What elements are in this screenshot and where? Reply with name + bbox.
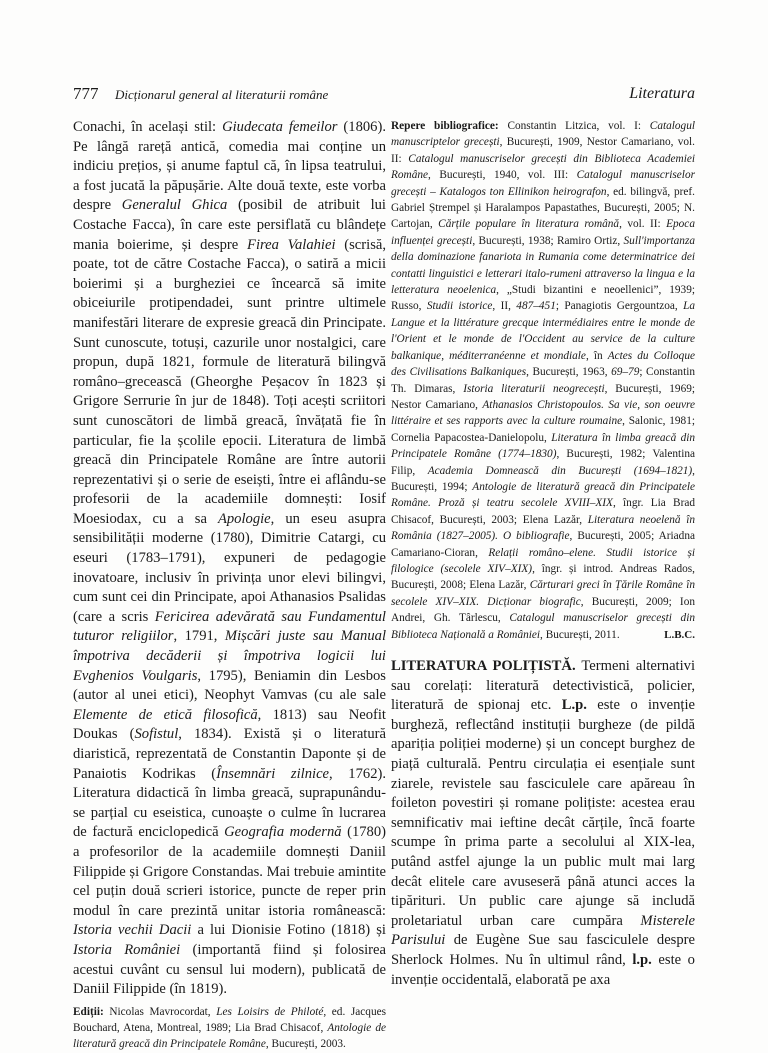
section-title: Literatura	[629, 85, 695, 102]
editions-note: Ediții: Nicolas Mavrocordat, Les Loisirs de Philoté, ed. Jacques Bouchard, Atena, Montreal, 1989; Lia Brad Chisacof, Antologie de literatură greacă din Principatele Române, București, 2003.	[73, 1005, 386, 1051]
page-header	[73, 84, 695, 106]
page-number: 777	[73, 84, 99, 103]
right-column	[391, 118, 695, 990]
left-column	[73, 118, 386, 1053]
entry-headword: LITERATURA POLIȚISTĂ.	[391, 658, 576, 674]
author-signature: L.B.C.	[664, 628, 695, 641]
running-title: Dicționarul general al literaturii române	[115, 87, 329, 102]
bibliography: Repere bibliografice: Constantin Litzica, vol. I: Catalogul manuscriptelor grecești, București, 1909, Nestor Camariano, vol. II: Catalogul manuscriselor grecești din Biblioteca Academiei Române, București, 1940, vol. III: Catalogul manuscriselor grecești – Katalogos ton Ellinikon heirografon, ed. bilingvă, pref. Gabriel Ștrempel și Haralampos Papastathes, București, 2005; N. Cartojan, Cărțile populare în literatura română, vol. II: Epoca influenței grecești, București, 1938; Ramiro Ortiz, Sull'importanza della dominazione fanariota in Rumania come determinatrice dei contatti linguistici e letterari italo-rumeni attraverso la lingua e la letteratura neoelenica, „Studi bizantini e neoellenici”, 1939; Russo, Studii istorice, II, 487–451; Panagiotis Gergountzoa, La Langue et la littérature grecque intermédiaires entre le monde de l'Orient et le monde de l'Occident au service de la culture balkanique, méditerranéenne et mondiale, în Actes du Colloque des Civilisations Balkaniques, București, 1963, 69–79; Constantin Th. Dimaras, Istoria literaturii neogrecești, București, 1969; Nestor Camariano, Athanasios Christopoulos. Sa vie, son oeuvre littéraire et ses rapports avec la culture roumaine, Salonic, 1981; Cornelia Papacostea-Danielopolu, Literatura în limba greacă din Principatele Române (1774–1830), București, 1982; Valentina Filip, Academia Domnească din București (1694–1821), București, 1994; Antologie de literatură greacă din Principatele Române. Proză și teatru secolele XVIII–XIX, îngr. Lia Brad Chisacof, București, 2003; Elena Lazăr, Literatura neoelenă în România (1827–2005). O bibliografie, București, 2005; Ariadna Camariano-Cioran, Relații româno–elene. Studii istorice și filologice (secolele XIV–XIX), îngr. și introd. Andreas Rados, București, 2008; Elena Lazăr, Cărturari greci în Țările Române în secolele XIV–XIX. Dicționar biografic, București, 2009; Ion Andrei, Gh. Târlescu, Catalogul manuscriselor grecești din Biblioteca Națională a României, București, 2011. L.B.C.	[391, 118, 695, 643]
entry-literatura-politista: LITERATURA POLIȚISTĂ. Termeni alternativi sau corelați: literatură detectivistică, policier, literatură de spionaj etc. L.p. este o invenție burgheză, reflectând instituții burgheze (de pildă apariția poliției moderne) și un concept burghez de piață culturală. Pentru circulația ei esențiale sunt ziarele, revistele sau fasciculele care apăreau în foileton povestiri și romane polițiste: acestea erau semnificativ mai ieftine decât cărțile, încă foarte scumpe în prima parte a secolului al XIX-lea, putând astfel ajunge la un public mult mai larg decât elitele care avuseseră până atunci acces la tipărituri. Un public care ajunge să includă proletariatul urban care cumpăra Misterele Parisului de Eugène Sue sau fasciculele despre Sherlock Holmes. Nu în ultimul rând, l.p. este o invenție occidentală, elaborată pe axa	[391, 658, 696, 988]
body-paragraph: Conachi, în același stil: Giudecata femeilor (1806). Pe lângă rareță antică, comedia mai conține un indiciu prețios, și anume faptul că, în lipsa teatrului, a fost jucată la păpușărie. Alte două texte, este vorba despre Generalul Ghica (posibil de atribuit lui Costache Facca), în care este persiflată cu blândețe mania boierime, și despre Firea Valahiei (scrisă, poate, tot de către Costache Facca), o satiră a micii boierimi și a burgheziei ce încearcă să imite obiceiurile protipendadei, sunt printre ultimele manifestări literare de expresie greacă din Principate. Sunt cunoscute, totuși, cazurile unor nostalgici, care propun, după 1821, formule de literatură bilingvă româno–grecească (Gheorghe Peșacov în 1823 și Grigore Serrurie în jur de 1848). Toți acești scriitori sunt cunoscători de limbă greacă, învățată fie în particular, fie la școlile epocii. Literatura de limbă greacă din Principatele Române are între autorii reprezentativi și o serie de eseiști, între ei aflându-se profesorii de la academiile domnești: Iosif Moesiodax, cu a sa Apologie, un eseu asupra sensibilității moderne (1780), Dimitrie Catargi, cu eseuri (1783–1791), expuneri de pedagogie inovatoare, inclusiv în privința unor elevi bilingvi, cum sunt cei din Principate, apoi Athanasios Psalidas (care a scris Fericirea adevărată sau Fundamentul tuturor religiilor, 1791, Mișcări juste sau Manual împotriva decăderii și împotriva logicii lui Evghenios Voulgaris, 1795), Beniamin din Lesbos (autor al unei etici), Neophyt Vamvas (cu ale sale Elemente de etică filosofică, 1813) sau Neofit Doukas (Sofistul, 1834). Există și o literatură diaristică, reprezentată de Constantin Daponte și de Panaiotis Kodrikas (Însemnări zilnice, 1762). Literatura didactică în limba greacă, suprapunându-se parțial cu eseistica, cunoaște o culme în lucrarea de factură enciclopedică Geografia modernă (1780) a profesorilor de la academiile domnești Daniil Filippide și Grigore Constandas. Mai trebuie amintite cel puțin două scrieri istorice, puncte de reper prin modul în care prezintă unitar istoria românească: Istoria vechii Dacii a lui Dionisie Fotino (1818) și Istoria României (importantă fiind și folosirea acestui cuvânt cu sensul lui modern), publicată de Daniil Filippide (în 1819).	[73, 119, 386, 998]
